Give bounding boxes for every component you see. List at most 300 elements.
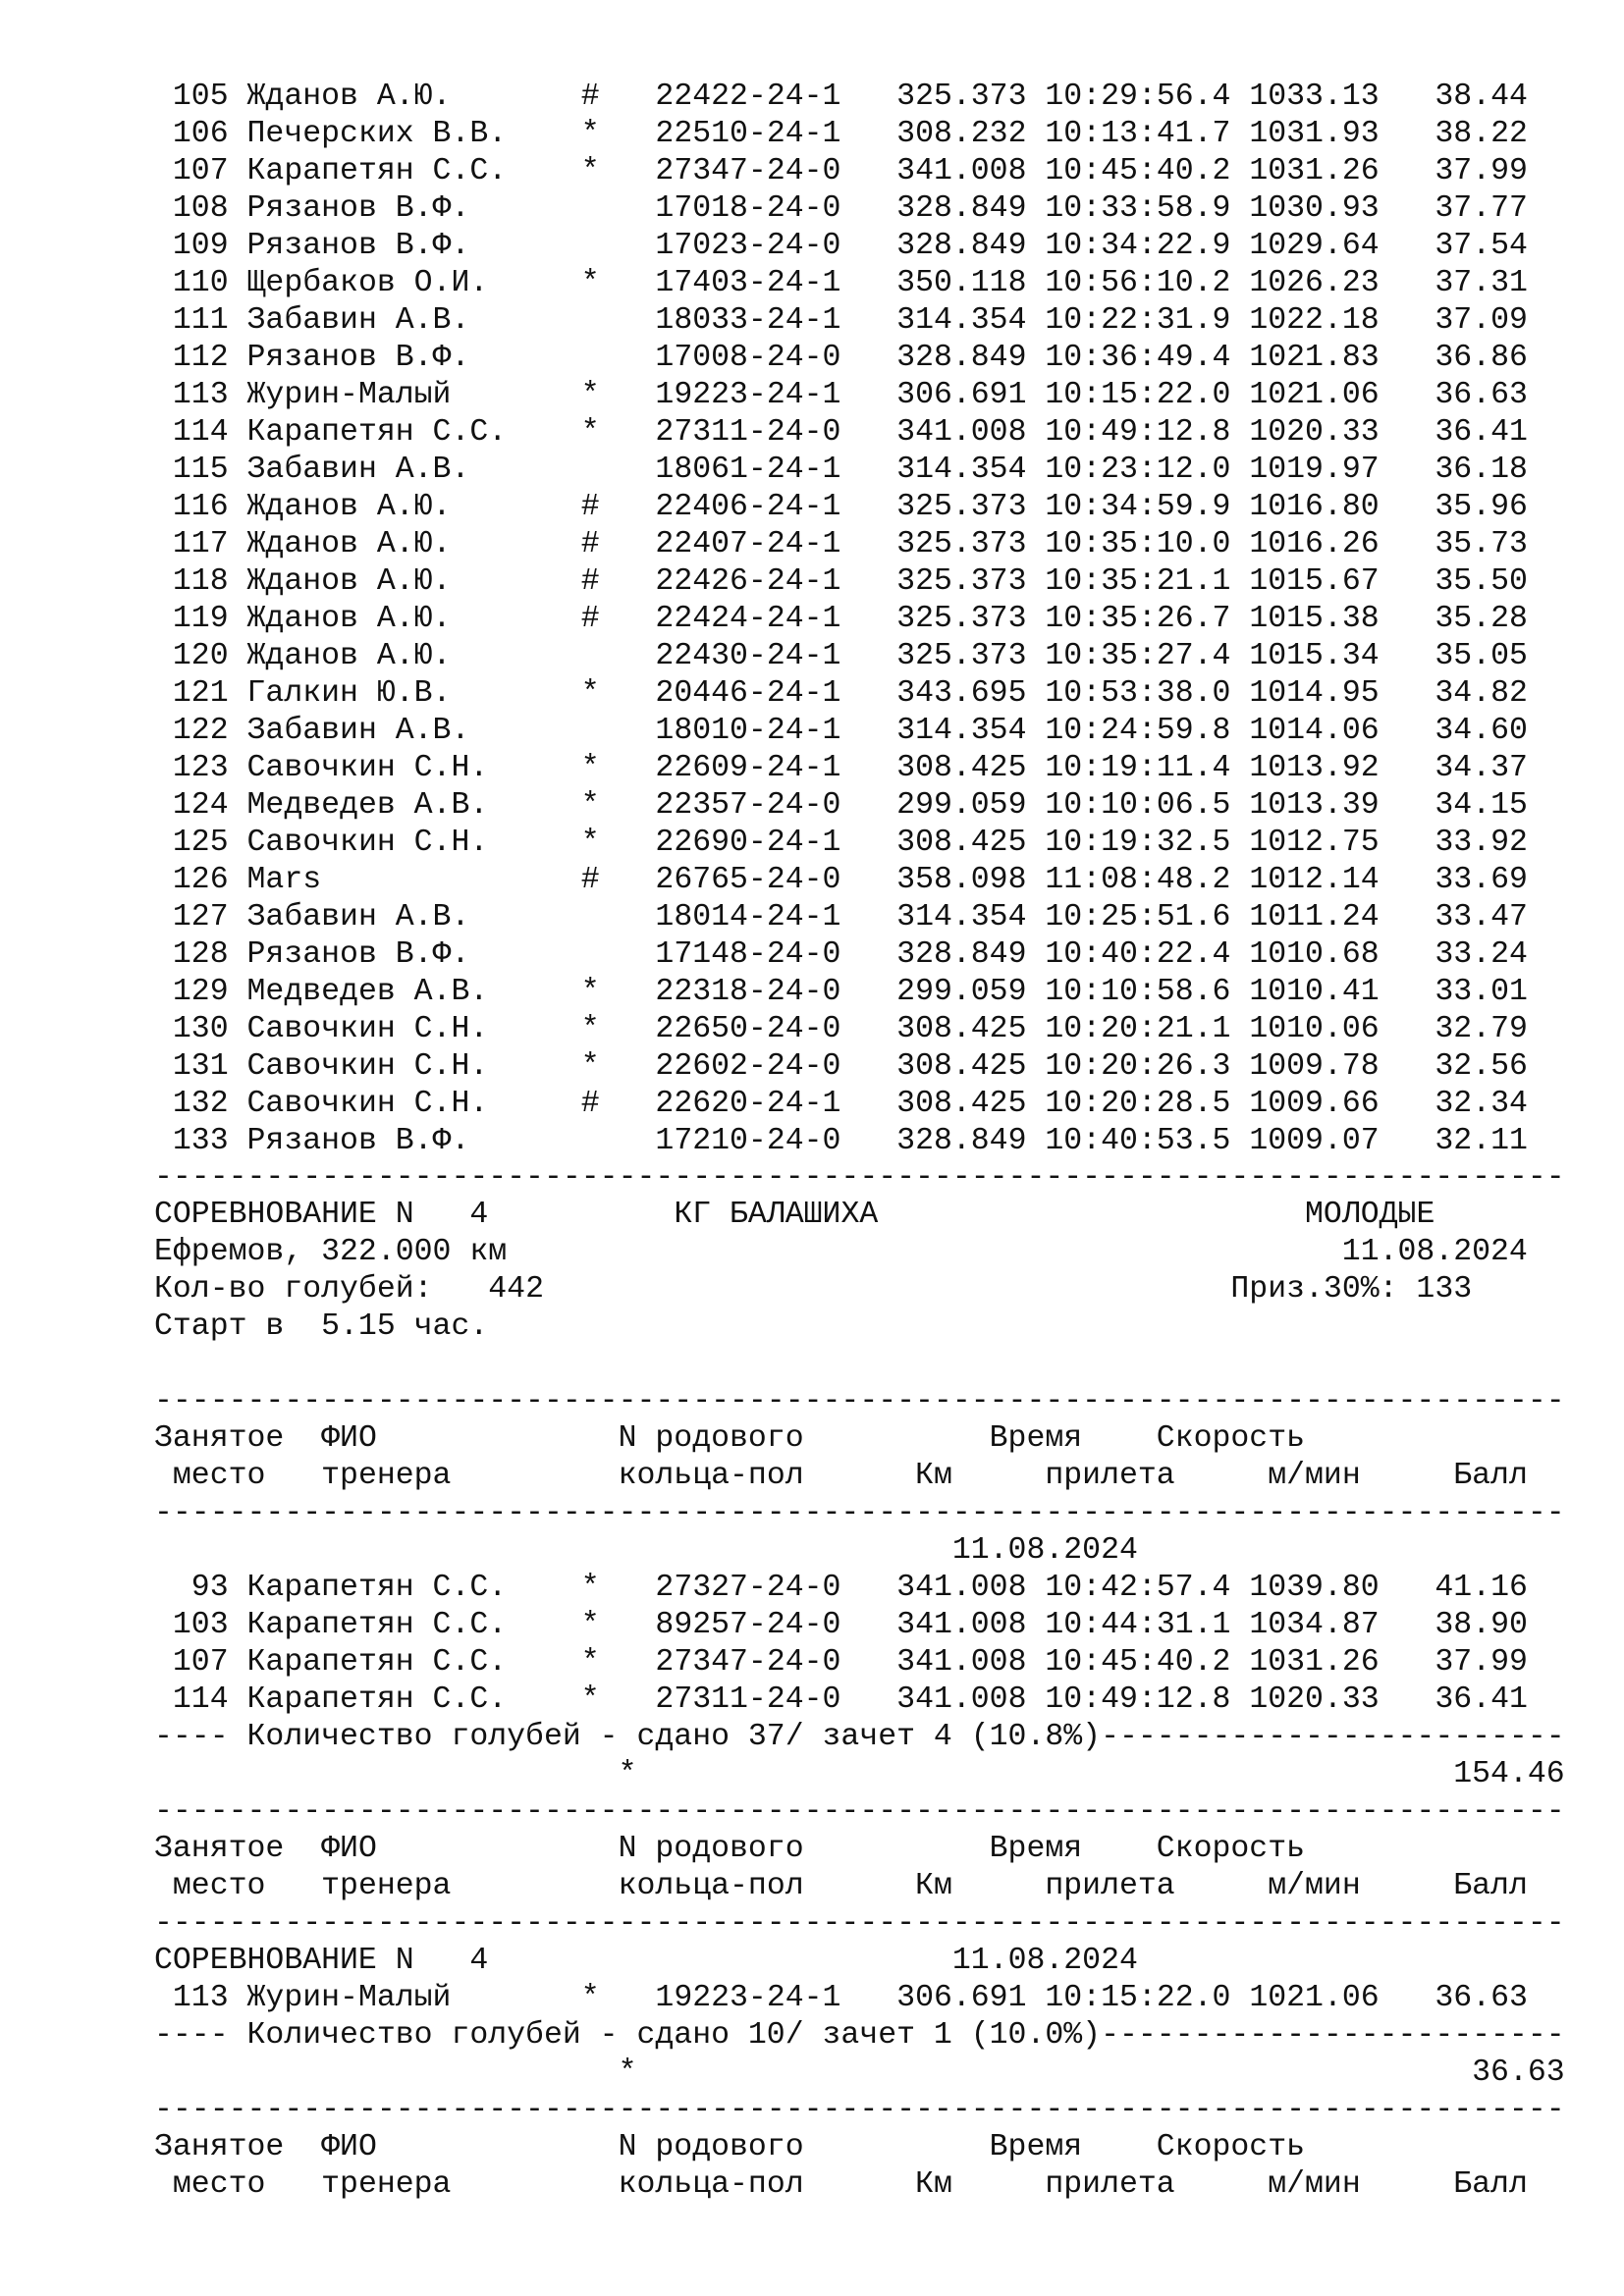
place-cell: 128 [154,937,229,972]
mark-cell: * [580,826,600,860]
km-cell: 328.849 [896,191,1027,226]
competition-number: 4 [469,1944,489,1978]
score-cell: 38.90 [1416,1608,1528,1642]
km-cell: 325.373 [896,80,1027,114]
table-row [154,1980,1607,2017]
score-cell: 35.50 [1416,564,1528,599]
score-cell: 36.63 [1416,1981,1528,2015]
trainer-name-cell: Рязанов В.Ф. [246,1124,563,1158]
ring-cell: 22620-24-1 [655,1087,860,1121]
trainer-name-cell: Рязанов В.Ф. [246,191,563,226]
km-cell: 314.354 [896,714,1027,748]
ring-cell: 22422-24-1 [655,80,860,114]
score-cell: 34.37 [1416,751,1528,785]
star-mark: * [618,1757,637,1791]
competition-label: СОРЕВНОВАНИЕ N [154,1944,414,1978]
trainer-name-cell: Савочкин С.Н. [246,1049,563,1084]
mark-cell: * [580,676,600,711]
mark-cell [581,453,600,487]
speed-cell: 1013.92 [1249,751,1380,785]
ring-cell: 22609-24-1 [655,751,860,785]
place-cell: 130 [154,1012,229,1046]
speed-cell: 1014.95 [1249,676,1380,711]
score-cell: 32.79 [1416,1012,1528,1046]
table-row [154,526,1607,563]
ring-cell: 17403-24-1 [655,266,860,300]
score-cell: 37.31 [1416,266,1528,300]
table-row [154,825,1607,862]
speed-cell: 1016.80 [1249,490,1380,524]
table-row [154,302,1607,340]
header-km: Км [915,1869,952,1903]
ring-cell: 22318-24-0 [655,975,860,1009]
trainer-name-cell: Карапетян С.С. [246,154,563,188]
header-place: Занятое [154,1832,285,1866]
score-cell: 36.86 [1416,341,1528,375]
ring-cell: 22407-24-1 [655,527,860,561]
group-date: 11.08.2024 [951,1944,1138,1978]
ring-cell: 17023-24-0 [655,229,860,263]
km-cell: 299.059 [896,788,1027,823]
total-line [154,1756,1607,1793]
score-cell: 36.18 [1416,453,1528,487]
header-name: ФИО [321,2130,619,2164]
ring-cell: 27327-24-0 [655,1571,860,1605]
arrival-time-cell: 10:53:38.0 [1045,676,1231,711]
arrival-time-cell: 10:45:40.2 [1045,1645,1231,1680]
place-cell: 132 [154,1087,229,1121]
competition-line [154,1197,1607,1234]
score-cell: 34.60 [1416,714,1528,748]
arrival-time-cell: 10:44:31.1 [1045,1608,1231,1642]
km-cell: 325.373 [896,564,1027,599]
arrival-time-cell: 10:56:10.2 [1045,266,1231,300]
ring-cell: 27311-24-0 [655,415,860,450]
place-cell: 93 [154,1571,229,1605]
trainer-name-cell: Карапетян С.С. [246,1645,563,1680]
place-cell: 114 [154,1682,229,1717]
header-place-2: место [172,1869,266,1903]
arrival-time-cell: 10:24:59.8 [1045,714,1231,748]
trainer-name-cell: Савочкин С.Н. [246,751,563,785]
header-speed: Скорость [1156,2130,1306,2164]
km-cell: 308.425 [896,1012,1027,1046]
ring-cell: 27311-24-0 [655,1682,860,1717]
score-cell: 36.41 [1416,415,1528,450]
table-row [154,601,1607,638]
trainer-name-cell: Жданов А.Ю. [246,490,563,524]
arrival-time-cell: 10:15:22.0 [1045,378,1231,412]
ring-cell: 17210-24-0 [655,1124,860,1158]
speed-cell: 1015.34 [1249,639,1380,673]
table-row [154,1086,1607,1123]
place-cell: 111 [154,303,229,338]
trainer-name-cell: Журин-Малый [246,378,563,412]
mark-cell [581,937,600,972]
arrival-time-cell: 10:10:58.6 [1045,975,1231,1009]
arrival-time-cell: 10:49:12.8 [1045,415,1231,450]
speed-cell: 1033.13 [1249,80,1380,114]
place-cell: 112 [154,341,229,375]
arrival-time-cell: 10:22:31.9 [1045,303,1231,338]
header-time-2: прилета [1045,1459,1175,1493]
km-cell: 325.373 [896,602,1027,636]
speed-cell: 1015.67 [1249,564,1380,599]
table-header-line-2 [154,1458,1607,1495]
speed-cell: 1009.07 [1249,1124,1380,1158]
score-cell: 33.92 [1416,826,1528,860]
competition-number: 4 [469,1198,489,1232]
separator-line: ---------------------------------------------------------------------------- [154,1496,1565,1530]
speed-cell: 1012.14 [1249,863,1380,897]
trainer-name-cell: Савочкин С.Н. [246,1087,563,1121]
total-line [154,2055,1607,2092]
table-row [154,414,1607,452]
table-header-line-2 [154,1868,1607,1905]
trainer-name-cell: Жданов А.Ю. [246,564,563,599]
arrival-time-cell: 10:23:12.0 [1045,453,1231,487]
ring-cell: 18010-24-1 [655,714,860,748]
km-cell: 308.425 [896,1049,1027,1084]
table-row [154,116,1607,153]
arrival-time-cell: 10:15:22.0 [1045,1981,1231,2015]
km-cell: 341.008 [896,1608,1027,1642]
trainer-name-cell: Жданов А.Ю. [246,80,563,114]
place-cell: 113 [154,1981,229,2015]
header-ring: N родового [618,1832,804,1866]
speed-cell: 1030.93 [1249,191,1380,226]
mark-cell: * [580,1608,600,1642]
arrival-time-cell: 10:20:21.1 [1045,1012,1231,1046]
trainer-name-cell: Медведев А.В. [246,975,563,1009]
table-row [154,1644,1607,1682]
score-cell: 35.96 [1416,490,1528,524]
place-cell: 120 [154,639,229,673]
score-cell: 38.22 [1416,117,1528,151]
arrival-time-cell: 10:33:58.9 [1045,191,1231,226]
arrival-time-cell: 10:35:10.0 [1045,527,1231,561]
place-cell: 127 [154,900,229,934]
score-cell: 37.99 [1416,154,1528,188]
mark-cell: * [580,1682,600,1717]
arrival-time-cell: 10:10:06.5 [1045,788,1231,823]
arrival-time-cell: 10:25:51.6 [1045,900,1231,934]
header-time-2: прилета [1045,1869,1175,1903]
place-cell: 124 [154,788,229,823]
ring-cell: 89257-24-0 [655,1608,860,1642]
arrival-time-cell: 10:40:53.5 [1045,1124,1231,1158]
start-time-line [154,1308,1607,1346]
place-cell: 121 [154,676,229,711]
mark-cell: * [580,1645,600,1680]
star-mark: * [618,2056,637,2090]
score-cell: 37.09 [1416,303,1528,338]
trainer-name-cell: Жданов А.Ю. [246,527,563,561]
ring-cell: 20446-24-1 [655,676,860,711]
mark-cell: # [580,863,600,897]
score-cell: 37.99 [1416,1645,1528,1680]
score-cell: 32.56 [1416,1049,1528,1084]
table-row [154,190,1607,228]
mark-cell: * [580,1012,600,1046]
speed-cell: 1010.41 [1249,975,1380,1009]
table-row [154,1607,1607,1644]
header-ring: N родового [618,1421,804,1456]
score-cell: 32.11 [1416,1124,1528,1158]
km-cell: 314.354 [896,453,1027,487]
table-row [154,974,1607,1011]
speed-cell: 1021.06 [1249,378,1380,412]
speed-cell: 1031.93 [1249,117,1380,151]
table-row [154,936,1607,974]
header-km: Км [915,1459,952,1493]
category: МОЛОДЫЕ [1305,1198,1435,1232]
trainer-name-cell: Карапетян С.С. [246,1608,563,1642]
summary-line: ---- Количество голубей - сдано 10/ зачет 1 (10.0%)------------------------- [154,2018,1565,2053]
header-ring: N родового [618,2130,804,2164]
ring-cell: 22430-24-1 [655,639,860,673]
table-row [154,713,1607,750]
table-row [154,675,1607,713]
km-cell: 341.008 [896,415,1027,450]
mark-cell: * [580,1049,600,1084]
ring-cell: 22357-24-0 [655,788,860,823]
ring-cell: 22602-24-0 [655,1049,860,1084]
header-place: Занятое [154,1421,285,1456]
place-cell: 105 [154,80,229,114]
trainer-name-cell: Галкин Ю.В. [246,676,563,711]
ring-cell: 18061-24-1 [655,453,860,487]
place-cell: 107 [154,1645,229,1680]
speed-cell: 1010.06 [1249,1012,1380,1046]
summary-line: ---- Количество голубей - сдано 37/ зачет 4 (10.8%)------------------------- [154,1720,1565,1754]
speed-cell: 1009.78 [1249,1049,1380,1084]
speed-cell: 1026.23 [1249,266,1380,300]
arrival-time-cell: 10:29:56.4 [1045,80,1231,114]
arrival-time-cell: 11:08:48.2 [1045,863,1231,897]
table-row [154,79,1607,116]
trainer-name-cell: Жданов А.Ю. [246,639,563,673]
place-cell: 129 [154,975,229,1009]
table-row [154,1011,1607,1048]
header-place-2: место [172,2167,266,2202]
mark-cell: # [580,602,600,636]
mark-cell: # [580,1087,600,1121]
mark-cell [581,639,600,673]
score-cell: 35.28 [1416,602,1528,636]
header-speed-2: м/мин [1268,2167,1361,2202]
arrival-time-cell: 10:35:21.1 [1045,564,1231,599]
mark-cell: * [580,975,600,1009]
speed-cell: 1031.26 [1249,1645,1380,1680]
separator-line: ---------------------------------------------------------------------------- [154,1906,1565,1941]
ring-cell: 22424-24-1 [655,602,860,636]
km-cell: 341.008 [896,1571,1027,1605]
place-cell: 126 [154,863,229,897]
trainer-name-cell: Савочкин С.Н. [246,826,563,860]
mark-cell: * [580,788,600,823]
header-km: Км [915,2167,952,2202]
speed-cell: 1020.33 [1249,415,1380,450]
arrival-time-cell: 10:20:28.5 [1045,1087,1231,1121]
total-score: 154.46 [1453,1757,1565,1791]
mark-cell [581,191,600,226]
ring-cell: 17148-24-0 [655,937,860,972]
km-cell: 328.849 [896,341,1027,375]
table-row [154,340,1607,377]
table-row [154,265,1607,302]
start-time: Старт в 5.15 час. [154,1309,489,1344]
mark-cell [581,1124,600,1158]
mark-cell: * [580,415,600,450]
header-score: Балл [1453,2167,1528,2202]
mark-cell: * [580,266,600,300]
arrival-time-cell: 10:40:22.4 [1045,937,1231,972]
arrival-time-cell: 10:13:41.7 [1045,117,1231,151]
arrival-time-cell: 10:20:26.3 [1045,1049,1231,1084]
speed-cell: 1009.66 [1249,1087,1380,1121]
place-cell: 117 [154,527,229,561]
score-cell: 36.41 [1416,1682,1528,1717]
table-row [154,787,1607,825]
score-cell: 35.05 [1416,639,1528,673]
header-speed-2: м/мин [1268,1459,1361,1493]
separator-line: ---------------------------------------------------------------------------- [154,1384,1565,1418]
table-row [154,1570,1607,1607]
group-date: 11.08.2024 [951,1533,1138,1568]
score-cell: 36.63 [1416,378,1528,412]
score-cell: 41.16 [1416,1571,1528,1605]
km-cell: 350.118 [896,266,1027,300]
mark-cell: # [580,564,600,599]
km-cell: 308.425 [896,1087,1027,1121]
speed-cell: 1021.83 [1249,341,1380,375]
score-cell: 34.82 [1416,676,1528,711]
mark-cell [581,714,600,748]
mark-cell: # [580,80,600,114]
speed-cell: 1015.38 [1249,602,1380,636]
table-row [154,750,1607,787]
trainer-name-cell: Щербаков О.И. [246,266,563,300]
header-ring-2: кольца-пол [618,1869,804,1903]
speed-cell: 1039.80 [1249,1571,1380,1605]
table-row [154,1682,1607,1719]
km-cell: 325.373 [896,639,1027,673]
place-cell: 110 [154,266,229,300]
place-cell: 115 [154,453,229,487]
ring-cell: 19223-24-1 [655,378,860,412]
header-name: ФИО [321,1832,619,1866]
mark-cell: * [580,117,600,151]
speed-cell: 1034.87 [1249,1608,1380,1642]
table-header-line-1 [154,2129,1607,2166]
place-cell: 125 [154,826,229,860]
competition-date: 11.08.2024 [1341,1235,1528,1269]
place-cell: 106 [154,117,229,151]
mark-cell [581,229,600,263]
km-cell: 328.849 [896,1124,1027,1158]
header-ring-2: кольца-пол [618,2167,804,2202]
table-row [154,563,1607,601]
separator-line: ---------------------------------------------------------------------------- [154,1160,1565,1195]
place-cell: 122 [154,714,229,748]
trainer-name-cell: Забавин А.В. [246,453,563,487]
arrival-time-cell: 10:42:57.4 [1045,1571,1231,1605]
total-score: 36.63 [1453,2056,1565,2090]
mark-cell [581,341,600,375]
trainer-name-cell: Медведев А.В. [246,788,563,823]
header-speed: Скорость [1156,1421,1306,1456]
km-cell: 325.373 [896,490,1027,524]
pigeons-label: Кол-во голубей: [154,1272,433,1307]
km-cell: 314.354 [896,303,1027,338]
place-cell: 113 [154,378,229,412]
km-cell: 358.098 [896,863,1027,897]
table-header-line-1 [154,1831,1607,1868]
table-row [154,1123,1607,1160]
header-name-2: тренера [321,1459,619,1493]
header-place-2: место [172,1459,266,1493]
speed-cell: 1019.97 [1249,453,1380,487]
separator-line: ---------------------------------------------------------------------------- [154,1794,1565,1829]
speed-cell: 1013.39 [1249,788,1380,823]
header-score: Балл [1453,1869,1528,1903]
prize: Приз.30%: 133 [1230,1272,1473,1307]
km-cell: 341.008 [896,1682,1027,1717]
trainer-name-cell: Рязанов В.Ф. [246,937,563,972]
score-cell: 33.24 [1416,937,1528,972]
km-cell: 306.691 [896,1981,1027,2015]
ring-cell: 27347-24-0 [655,1645,860,1680]
trainer-name-cell: Карапетян С.С. [246,1682,563,1717]
km-cell: 308.232 [896,117,1027,151]
trainer-name-cell: Рязанов В.Ф. [246,341,563,375]
place-cell: 118 [154,564,229,599]
score-cell: 38.44 [1416,80,1528,114]
table-header-line-1 [154,1420,1607,1458]
mark-cell: * [580,1571,600,1605]
mark-cell: # [580,490,600,524]
mark-cell [581,900,600,934]
start-point: Ефремов, 322.000 км [154,1235,1342,1269]
place-cell: 114 [154,415,229,450]
ring-cell: 18014-24-1 [655,900,860,934]
header-name-2: тренера [321,1869,619,1903]
trainer-name-cell: Печерских В.В. [246,117,563,151]
summary-text: Количество голубей - сдано 10/ зачет 1 (10.0%) [246,2018,1102,2053]
table-header-line-2 [154,2166,1607,2204]
km-cell: 341.008 [896,154,1027,188]
header-time: Время [989,1421,1083,1456]
score-cell: 33.69 [1416,863,1528,897]
trainer-name-cell: Карапетян С.С. [246,1571,563,1605]
ring-cell: 26765-24-0 [655,863,860,897]
header-time: Время [989,2130,1083,2164]
arrival-time-cell: 10:19:32.5 [1045,826,1231,860]
km-cell: 308.425 [896,826,1027,860]
ring-cell: 22406-24-1 [655,490,860,524]
speed-cell: 1012.75 [1249,826,1380,860]
speed-cell: 1014.06 [1249,714,1380,748]
header-score: Балл [1453,1459,1528,1493]
trainer-name-cell: Рязанов В.Ф. [246,229,563,263]
separator-line: ---------------------------------------------------------------------------- [154,2093,1565,2127]
speed-cell: 1029.64 [1249,229,1380,263]
table-row [154,489,1607,526]
ring-cell: 27347-24-0 [655,154,860,188]
place-cell: 107 [154,154,229,188]
header-time-2: прилета [1045,2167,1175,2202]
